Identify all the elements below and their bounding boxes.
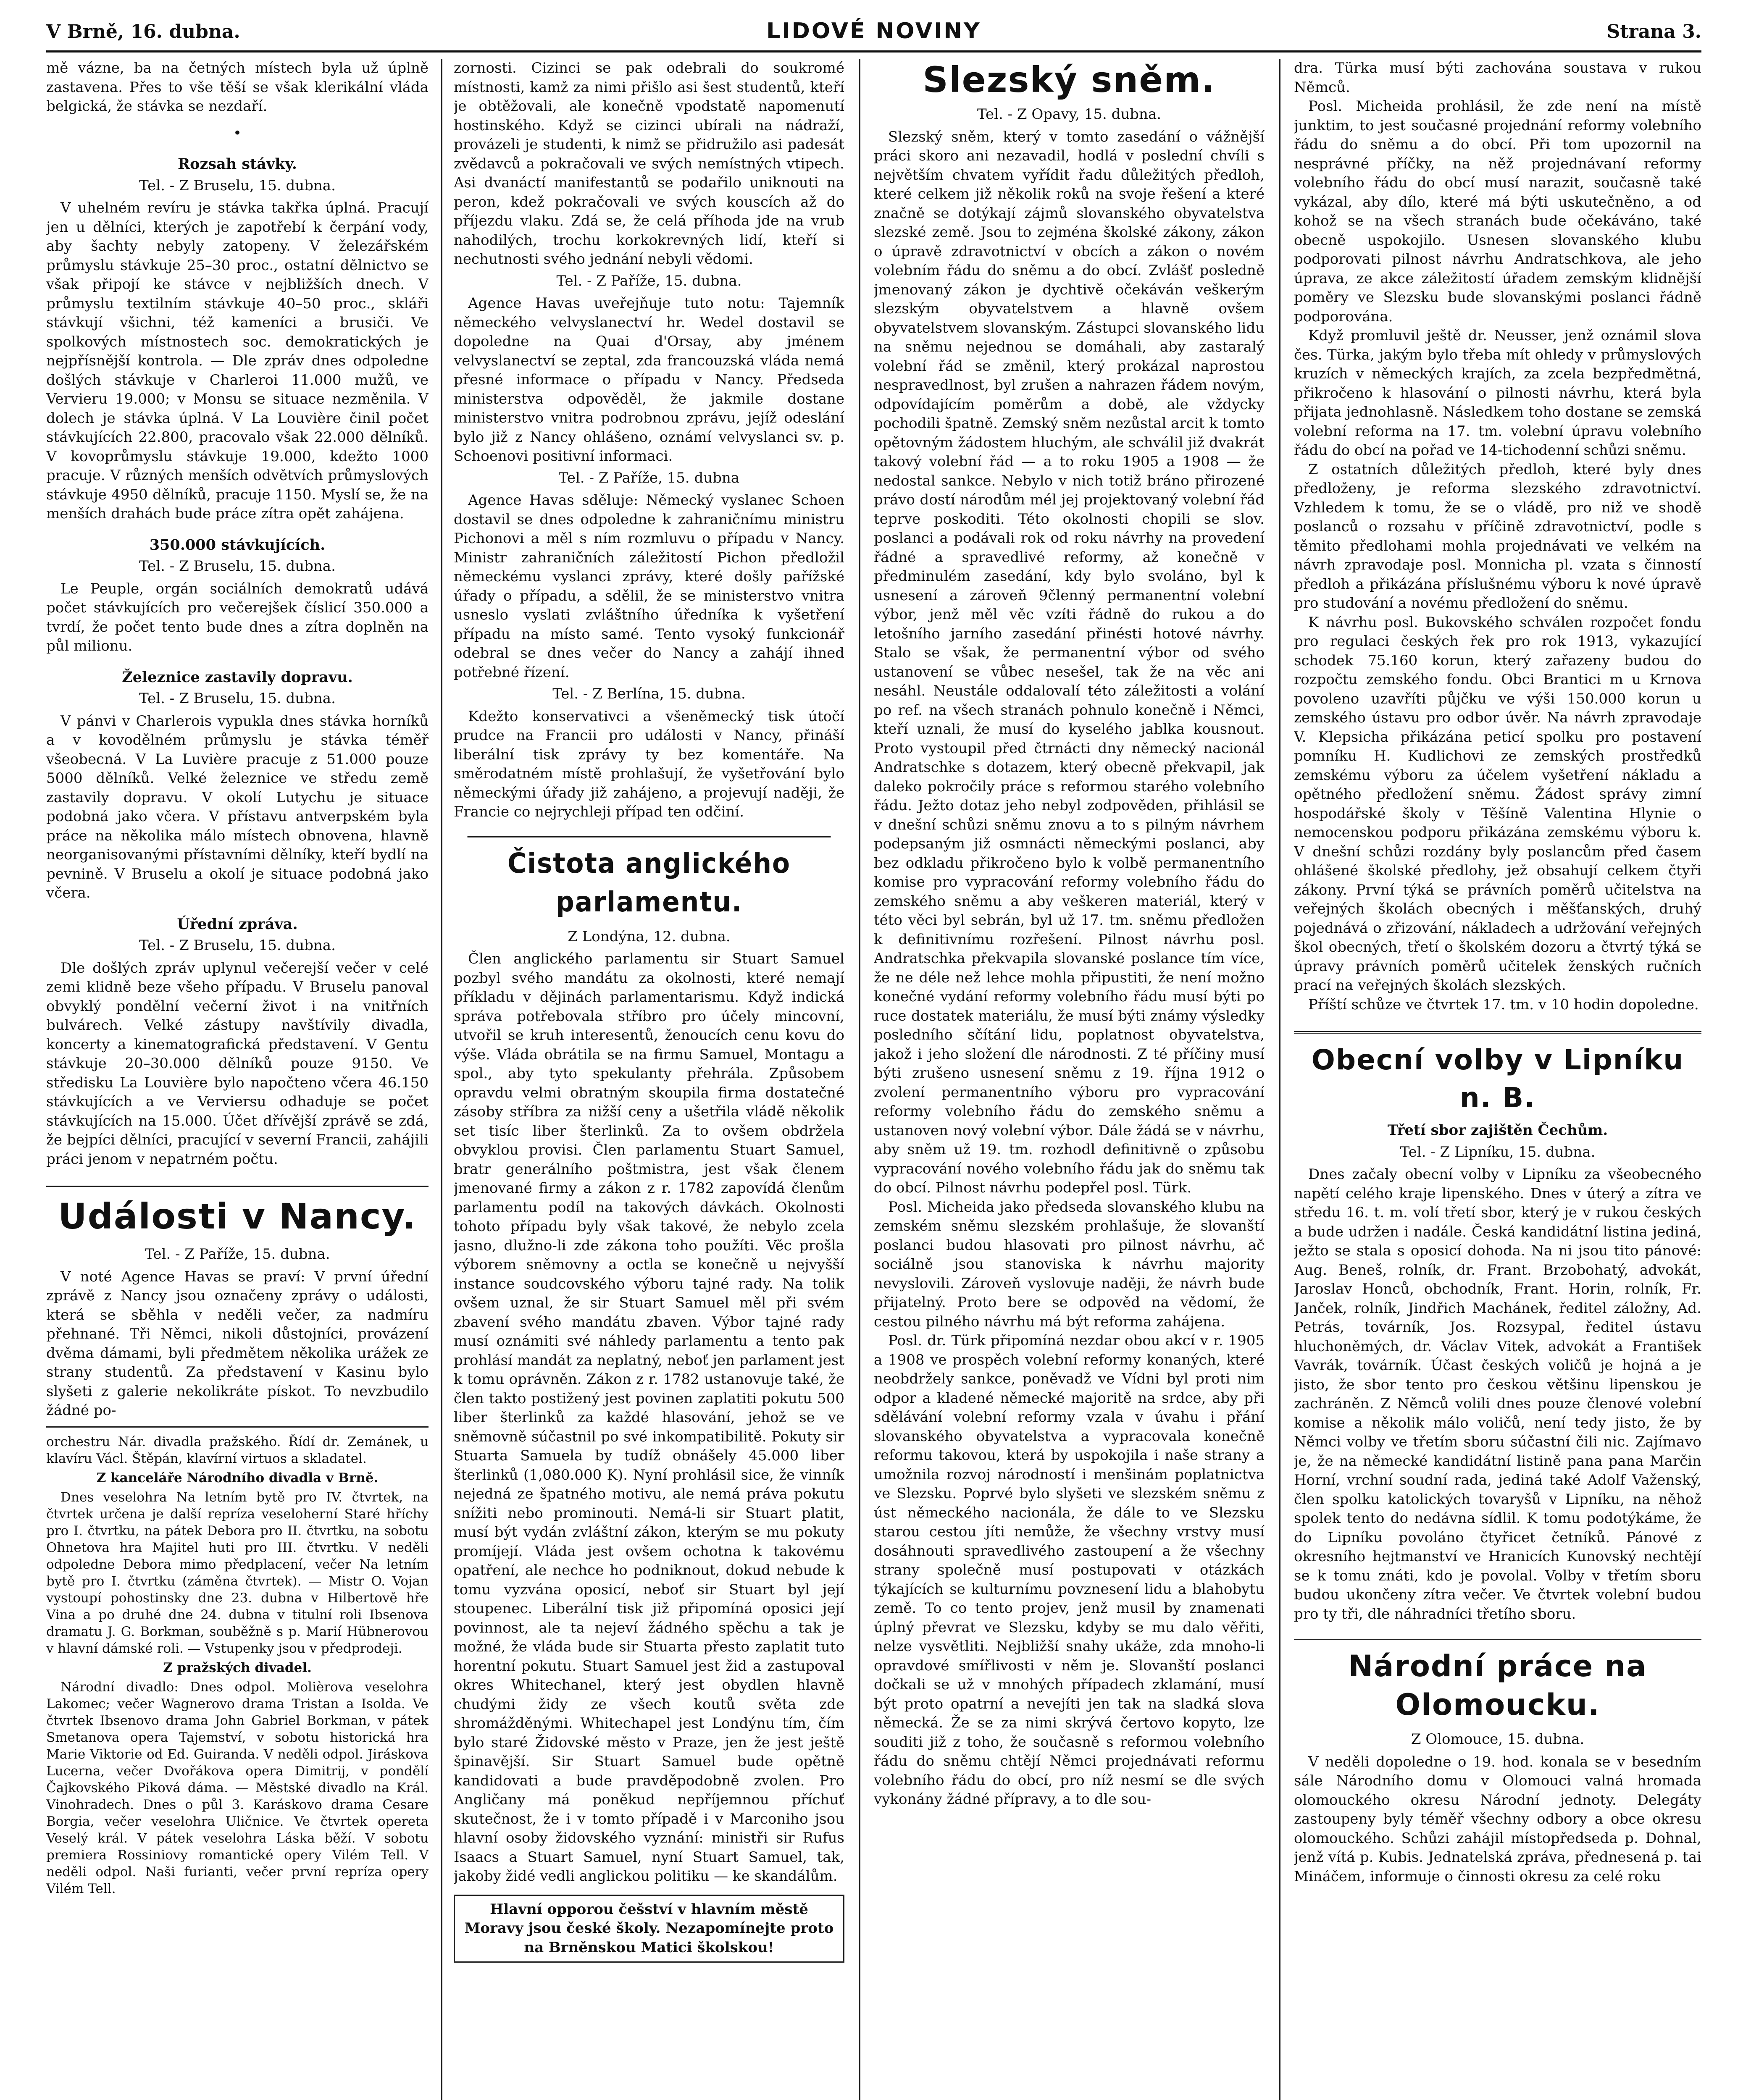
column-rule [441, 59, 442, 2100]
article-body: Člen anglického parlamentu sir Stuart Samuel pozbyl svého mandátu za okolnosti, které nemají příkladu v dějinách parlamentarismu. Když indická správa potřebovala stříbro pro účely mincovní, utvořil se kruh interesentů, ženoucích cenu kovu do výše. Vláda obrátila se na firmu Samuel, Montagu a spol., aby tyto spekulanty přehrála. Způsobem opravdu velmi obratným skoupila firma dostatečné zásoby stříbra za nižší ceny a ušetřila vládě několik set tisíc liber šterlinků. Za to ovšem obdržela obvyklou provisi. Člen parlamentu Stuart Samuel, bratr generálního poštmistra, jest však členem jmenované firmy a zákon z r. 1782 zapovídá členům parlamentu podíl na takových dávkách. Okolnosti tohoto případu byly však takové, že nebylo zcela jasno, dlužno-li zde zákona toho použíti. Věc prošla výborem sněmovny a octla se konečně u nejvyšší instance soudcovského výboru tajné rady. Na tolik ovšem uznal, že sir Stuart Samuel měl při svém zbavení svého mandátu zbaven. Výbor tajné rady musí oznámiti své náhledy parlamentu a tento pak prohlásí mandát za neplatný, neboť jen parlament jest k tomu oprávněn. Zákon z r. 1782 ustanovuje také, že člen takto postižený jest povinen zaplatiti pokutu 500 liber šterlinků za každé hlasování, jehož se ve sněmovně súčastnil po své inkompatibilitě. Pokuty sir Stuarta Samuela by tudíž obnášely 45.000 liber šterlinků (1,080.000 K). Nyní prohlásil sice, že vinník nejedná ze špatného motivu, ale nemá práva pokutu snížiti nebo prominouti. Nemá-li sir Stuart platit, musí být vydán zvláštní zákon, kterým se mu pokuty promíjejí. Vláda jest ovšem ochotna k takovému opatření, ale nechce ho podniknout, dokud nebude k tomu vyzvána oposicí, neboť sir Stuart byl její stoupenec. Liberální tisk již připomíná oposici její povinnost, ale ta nejeví žádného spěchu a tak je možné, že vláda bude sir Stuarta přesto zaplatit tuto horentní pokutu. Stuart Samuel jest žid a zastupoval okres Whitechanel, který jest obydlen hlavně chudými židy ze všech koutů světa zde shromážděnými. Whitechapel jest Londýnu tím, čím bylo staré Židovské město v Praze, jen že jest ještě špinavější. Sir Stuart Samuel bude opětně kandidovati a bude pravděpodobně zvolen. Pro Angličany má poněkud nepříjemnou příchuť skutečnost, že i v tomto případě i v Marconiho jsou hlavní osoby židovského vyznání: ministři sir Rufus Isaacs a Stuart Samuel, nyní Stuart Samuel, tak, jakoby židé vedli anglickou politiku — ke skandálům. [454, 950, 844, 1885]
article-body: Slezský sněm, který v tomto zasedání o vážnější práci skoro ani nezavadil, hodlá v poslední chvíli s největším chvatem vyřídit řadu důležitých předloh, které celkem již několik roků na svoje řešení a které značně se dotýkají zájmů slovanského obyvatelstva slezské země. Jsou to zejména školské zákony, zákon o úpravě zdravotnictví v obcích a zákon o novém volebním řádu do sněmu a do obcí. Zvlášť posledně jmenovaný zákon je dychtivě očekáván veškerým slezským obyvatelstvem a hlavně ovšem obyvatelstvem slovanským. Zástupci slovanského lidu na sněmu nejednou se domáhali, aby zastaralý volební řád se změnil, který prokázal naprostou nespravedlnost, byl zrušen a nahrazen řádem novým, odpovídajícím poměrům a době, ale vždycky pochodili špatně. Zemský sněm nezůstal arcit k tomto opětovným žádostem hluchým, ale schválil již dvakrát takový volební řád — a to roku 1905 a 1908 — že nedostal sankce. Nebylo v nich totiž bráno přirozené právo dostí národům mél jej projektovaný volební řád teprve poskoditi. Této okolnosti chopili se slov. poslanci a podávali rok od roku návrhy na provedení řádné a spravedlivé reformy, až konečně v předminulém zasedání, kdy bylo svoláno, byl k usnesení a zároveň 9členný permanentní volební výbor, jenž měl věc vzíti řádně do rukou a do letošního jarního zasedání přinésti hotové návrhy. Stalo se však, že permanentní výbor od svého ustanovení se vůbec nesešel, tak že na věc ani nesáhl. Neustále oddalovalí této záležitosti a volání po ref. na všech stranách pohnulo konečně i Němci, kteří uznali, že musí do kyselého jablka kousnout. Proto vystoupil před čtrnácti dny německý nacionál Andratschke s dotazem, který obecně překvapil, jak daleko pokročily práce s reformou starého volebního řádu. Ježto dotaz jeho nebyl zodpověden, přihlásil se v dnešní schůzi sněmu znovu a to s pilným návrhem podepsaným již osmnácti německými poslanci, aby bez odkladu přikročeno bylo k volbě permanentního komise pro vypracování reformy volebního řádu do zemského sněmu a aby veškeren materiál, který v této věci byl sebrán, byl už 17. tm. sněmu předložen k definitivnímu rozřešení. Pilnost návrhu posl. Andratschka překvapila slovanské poslance tím více, že ne déle než lehce mohla připustiti, že není možno konečné vydání reformy volebního řádu musí býti po ruce dostatek materiálu, že musí býti známy výsledky posledního sčítání lidu, poplatnost obyvatelstva, jakož i jeho složení dle národnosti. Z té příčiny musí býti zrušeno usnesení sněmu z 19. října 1912 o zvolení permanentního výboru pro vypracování reformy volebního řádu do zemského sněmu a ustanoven nový volební výbor. Dále žádá se v návrhu, aby sněm už 19. tm. rozhodl definitivně o způsobu vypracování nového volebního řádu jak do sněmu tak do obcí. Pilnost návrhu podepřel posl. Türk. [874, 128, 1265, 1196]
matice-appeal-box: Hlavní opporou češství v hlavním městě Moravy jsou české školy. Nezapomínejte proto na Brněnskou Matici školskou! [454, 1895, 844, 1963]
dateline: Z Olomouce, 15. dubna. [1411, 1731, 1585, 1748]
article-body: Dnes začaly obecní volby v Lipníku za všeobecného napětí celého kraje lipenského. Dnes v úterý a zítra ve středu 16. t. m. volí třetí sbor, který je v rukou českých a bude udržen i nadále. Česká kandidátní listina jediná, ježto se stala s oposicí dohoda. Na ni jsou tito pánové: Aug. Beneš, rolník, dr. Frant. Brzobohatý, advokát, Jaroslav Honců, obchodník, Frant. Horin, rolník, Fr. Janček, rolník, Jindřich Machánek, ředitel záložny, Ad. Petrás, továrník, Jos. Rozsypal, ředitel ústavu hluchoněmých, dr. Václav Vitek, advokát a František Vavrák, továrník. Účast českých voličů je hojná a je jisto, že sbor tento pro českou většinu lipenskou je zachráněn. Z Němců volili dnes pouze členové volební komise a několik málo voličů, není tedy jisto, že by Němci volby ve třetím sboru súčastní čili nic. Zajímavo je, že na německé kandidátní listině pana pana Marčin Horní, vrchní soudní rada, jediná také Adolf Važenský, člen spolku katolických tovaryšů v Lipníku, na něhož spolek tento do nedávna sídlil. K tomu podotýkáme, že do Lipníku povoláno čtyřicet četníků. Pánové z okresního hejtmanství ve Hranicích Kunovský nechtějí se k tomu znáti, kdo je povolal. Volby v třetím sboru budou ukončeny zítra večer. Ve čtvrtek volební budou pro ty tři, dle náhradníci třetího sboru. [1294, 1166, 1701, 1622]
article-body: V neděli dopoledne o 19. hod. konala se v besedním sále Národního domu v Olomouci valná hromada olomouckého okresu Národní jednoty. Delegáty zastoupeny byly téměř všechny odbory a obce okresu olomouckého. Schůzi zahájil místopředseda p. Dohnal, jenž vítá p. Kubis. Jednatelská zpráva, přednesená p. tai Mináčem, informuje o činnosti okresu za celé roku [1294, 1753, 1701, 1885]
article-body: Když promluvil ještě dr. Neusser, jenž oznámil slova čes. Türka, jakým bylo třeba mít ohledy v průmyslových kruzích v německých krajích, za zcela bezpředmětná, přikročeno k hlasování o pilnosti návrhu, která byla přijata jednohlasně. Následkem toho dostane se zemská volební reforma na 17. tm. volební úpravu volebního řádu do obcí na pořad ve 14-tichodenní schůzi sněmu. [1294, 327, 1701, 459]
newspaper-page [46, 17, 1701, 2100]
dateline: Tel. - Z Paříže, 15. dubna. [145, 1246, 330, 1263]
article-body: Kdežto konservativci a všeněmecký tisk útočí prudce na Francii pro události v Nancy, přináší liberální tisk zprávy ty bez komentáře. Na směrodatném místě prohlašují, že vyšetřování bylo německými úřady již zahájeno, a projevují naději, že Francie co nejrychleji případ ten odčiní. [454, 708, 844, 820]
article-body: Příští schůze ve čtvrtek 17. tm. v 10 hodin dopoledne. [1308, 996, 1699, 1013]
article-subheading: Třetí sbor zajištěn Čechům. [1387, 1122, 1608, 1139]
column-2 [454, 59, 844, 2100]
dateline: Tel. - Z Bruselu, 15. dubna. [139, 177, 336, 194]
section-rule [46, 1426, 429, 1428]
article-body: Z ostatních důležitých předloh, které byly dnes předloženy, je reforma slezského zdravotnictví. Vzhledem k tomu, že se o vládě, pro niž ve shodě poslanců o rozsahu v příčině zdravotnictví, podle s těmito předlohami mohla projednávati ve velkém na návrh zpravodaje posl. Monnicha pl. vzata s činností předloh a přikázána příslušnému výboru k nové úpravě pro studování a novému předložení do sněmu. [1294, 461, 1701, 612]
theatre-notice: Dnes veselohra Na letním bytě pro IV. čtvrtek, na čtvrtek určena je další repríza veseloherní Staré hříchy pro I. čtvrtku, na pátek Debora pro II. čtvrtku, na sobotu Ohnetova hra Majitel huti pro III. čtvrtku. V neděli odpoledne Debora mimo předplacení, večer Na letním bytě pro I. čtvrtku (záměna čtvrtek). — Mistr O. Vojan vystoupí pohostinsky dne 23. dubna v Hilbertově hře Vina a po druhé dne 24. dubna v titulní roli Ibsenova dramatu J. G. Borkman, souběžně s p. Marií Hübnerovou v hlavní dámské roli. — Vstupenky jsou v předprodeji. [46, 1489, 429, 1656]
article-heading: Rozsah stávky. [178, 155, 297, 173]
issue-date: V Brně, 16. dubna. [46, 21, 240, 42]
article-heading: 350.000 stávkujících. [149, 536, 326, 554]
article-heading: Železnice zastavily dopravu. [122, 668, 353, 686]
section-heading: Z kanceláře Národního divadla v Brně. [96, 1470, 379, 1486]
masthead [46, 17, 1701, 52]
dateline: Tel. - Z Bruselu, 15. dubna. [139, 558, 336, 575]
separator-dot: • [233, 124, 242, 142]
article-body: K návrhu posl. Bukovského schválen rozpočet fondu pro regulaci českých řek pro rok 1913, vykazující schodek 75.160 korun, který zařazeny budou do rozpočtu zemského fondu. Obci Brantici m u Krnova povoleno uzavříti půjčku ve výši 150.000 korun u zemského ústavu pro odbor úvěr. Na návrh zpravodaje V. Klepsicha přikázána peticí spolku pro postavení pomníku H. Kudlichovi ze zemských prostředků zemskému výboru za účelem vyšetření nákladu a opětného předložení sněmu. Žádost správy zimní hospodářské školy v Těšíně Valentina Hlynie o nemocenskou podporu přikázána zemskému výboru k. V dnešní schůzi rozdány byly poslancům před časem ohlášené školské předlohy, jež obsahují celkem čtyři zákony. První týká se právních poměrů učitelstva na veřejných školách obecných i měšťanských, druhý pojednává o zřizování, nákladech a udržování veřejných škol obecných, třetí o školském dozoru a čtvrtý týká se úpravy právních poměrů učitelek ženských ručních prací na veřejných školách slezských. [1294, 614, 1701, 994]
headline-olomouc: Národní práce na Olomoucku. [1294, 1639, 1701, 1724]
column-3 [874, 59, 1265, 2100]
article-body: V noté Agence Havas se praví: V první úřední zprávě z Nancy jsou označeny zprávy o události, která se sběhla v neděli večer, za nadmíru přehnané. Tři Němci, nikoli důstojníci, provázení dvěma dámami, byli předmětem několika urážek ze strany studentů. Za představení v Kasinu bylo slyšeti z galerie nekolikráte pískot. To nevzbudilo žádné po- [46, 1268, 429, 1419]
headline-silesian-diet: Slezský sněm. [923, 59, 1216, 100]
dateline: Tel. - Z Paříže, 15. dubna [558, 469, 740, 486]
dateline: Tel. - Z Lipníku, 15. dubna. [1400, 1143, 1596, 1160]
article-continuation: zornosti. Cizinci se pak odebrali do soukromé místnosti, kamž za nimi přišlo asi šest studentů, kteří je obtěžovali, ale konečně vpodstatě napomenutí hostinského. Když se cizinci ubírali na nádraží, provázeli je studenti, k nimž se přidružilo asi padesát zvědavců a pokračovali ve svých nemístných vtipech. Asi dvanáctí manifestantů se podařilo uniknouti na peron, kdež pokračovali ve svých kouscích až do příjezdu vlaku. Zdá se, že celá příhoda jde na vrub nahodilých, trochu korkokrevných lidí, kteří si nechutnosti svého jednání nebyli vědomi. [454, 60, 844, 268]
headline-lipnik-elections: Obecní volby v Lipníku n. B. [1294, 1031, 1701, 1117]
dateline: Tel. - Z Opavy, 15. dubna. [977, 106, 1162, 123]
theatre-notice: Národní divadlo: Dnes odpol. Molièrova veselohra Lakomec; večer Wagnerovo drama Tristan a Isolda. Ve čtvrtek Ibsenovo drama John Gabriel Borkman, v pátek Smetanova opera Tajemství, v sobotu historická hra Marie Viktorie od Ed. Guiranda. V neděli odpol. Jiráskova Lucerna, večer Dvořákova opera Dimitrij, v pondělí Čajkovského Piková dáma. — Městské divadlo na Král. Vinohradech. Dnes o půl 3. Karáskovo drama Cesare Borgia, večer veselohra Uličnice. Ve čtvrtek opereta Veselý král. V pátek veselohra Láska běží. V sobotu premiera Rossiniovy romantické opery Vilém Tell. V neděli odpol. Naši furianti, večer první repríza opery Vilém Tell. [46, 1679, 429, 1896]
dateline: Tel. - Z Bruselu, 15. dubna. [139, 937, 336, 954]
article-body: Agence Havas sděluje: Německý vyslanec Schoen dostavil se dnes odpoledne k zahraničnímu ministru Pichonovi a měl s ním rozmluvu o případu v Nancy. Ministr zahraničních záležitostí Pichon předložil německému vyslanci zprávy, které došly pařížské úřady o případu, a sdělil, že se ministerstvo vnitra usneslo vyslati zvláštního úředníka k vyšetření případu na místo samé. Tento vysoký funkcionář odebral se dnes večer do Nancy a zahájí ihned potřebné řízení. [454, 492, 844, 681]
section-heading: Z pražských divadel. [163, 1660, 312, 1675]
article-body: Le Peuple, orgán sociálních demokratů udává počet stávkujících pro večerejšek číslicí 350.000 a tvrdí, že počet tento bude dnes a zítra doplněn na půl milionu. [46, 580, 429, 654]
column-rule [859, 59, 860, 2100]
article-body: V uhelném revíru je stávka takřka úplná. Pracují jen u dělníci, kterých je zapotřebí k čerpání vody, aby šachty nebyly zatopeny. V železářském průmyslu stávkuje 25–30 proc., ostatní dělnictvo se však připojí ke stávce v nejbližších dnech. V průmyslu textilním stávkuje 40–50 proc., skláři stávkují všichni, též kameníci a brusiči. Ve spolkových místnostech soc. demokratických je nejpřísnější kontrola. — Dle zpráv dnes odpoledne došlých stávkuje v Charleroi 11.000 mužů, ve Vervieru 19.000; v Monsu se situace nezměnila. V dolech je stávka úplná. V La Louvière činil počet stávkujících 22.800, pracovalo však 22.000 dělníků. V kovoprůmyslu stávkuje 19.000, kdežto 1000 pracuje. V různých menších odvětvích průmyslových stávkuje 4950 dělníků, pracuje 1150. Myslí se, že na menších drahách bude práce zítra opět zahájena. [46, 200, 429, 522]
article-body: Posl. Micheida jako předseda slovanského klubu na zemském sněmu slezském prohlašuje, že slovanští poslanci budou hlasovati pro pilnost návrhu, ač sociálně jsou stanoviska k návrhu majority nevyslovili. Zároveň vyslovuje naději, že návrh bude přijatelný. Proto bere se odpověd na vědomí, že cestou pilného návrhu má být reforma zahájena. [874, 1198, 1265, 1330]
article-continuation: dra. Türka musí býti zachována soustava v rukou Němců. [1294, 60, 1701, 96]
dateline: Tel. - Z Bruselu, 15. dubna. [139, 690, 336, 707]
column-1 [46, 59, 429, 2100]
dateline: Tel. - Z Berlína, 15. dubna. [552, 685, 746, 702]
article-continuation: mě vázne, ba na četných místech byla už úplně zastavena. Přes to vše těší se však klerikální vláda belgická, že stávka se nezdaří. [46, 60, 429, 115]
article-body: Posl. dr. Türk připomíná nezdar obou akcí v r. 1905 a 1908 ve prospěch volební reformy konaných, které neobdržely sankce, poněvadž ve Vídni byl proti nim odpor a kladené německé majoritě na srdce, aby při sdělávání volební reformy vzala v úvahu i přání slovanského obyvatelstva a vypracovala konečně reformu takovou, která by uspokojila i naše strany a umožnila rozvoj národností i menšinám poplatnictva ve Slezsku. Poprvé bylo slyšeti ve slezském sněmu z úst německého nacionála, že dále to ve Slezsku starou cestou jíti nemůže, že všechny vrstvy musí dosáhnouti spravedlivého zastoupení a že všechny strany společně musí postupovati v otázkách týkajících se kulturnímu povznesení lidu a blahobytu země. To co tento projev, jenž musil by znamenati úplný převrat ve Slezsku, kdyby se mu dalo věřiti, nelze vysvětliti. Nejbližší snahy ukáže, zda mnoho-li opravdové smířlivosti v něm je. Slovanští poslanci dočkali se už v mnohých případech zklamání, musí být proto opatrní a nevejíti jen tak na sladká slova německá. Že se za nimi skrývá čertovo kopyto, lze souditi již z toho, že současně s reformou volebního řádu do sněmu chtějí Němci projednávati reformu volebního řádu do obcí, pro níž nesmí se dle svých vykonány žádné přípravy, a to dle sou- [874, 1332, 1265, 1808]
headline-nancy: Události v Nancy. [46, 1186, 429, 1237]
article-body: V pánvi v Charlerois vypukla dnes stávka horníků a v kovodělném průmyslu je stávka téměř všeobecná. V La Luvière pracuje z 51.000 pouze 5000 dělníků. Velké železnice ve středu země zastavily dopravu. V okolí Lutychu je situace podobná jako včera. V přístavu antverpském byla práce na několika málo místech obnovena, hlavně neorganisovanými přístavními dělníky, kteří bydlí na pevnině. V Bruselu a okolí je situace podobná jako včera. [46, 712, 429, 901]
article-body: Agence Havas uveřejňuje tuto notu: Tajemník německého velvyslanectví hr. Wedel dostavil se dopoledne na Quai d'Orsay, aby jménem velvyslanectví se zeptal, zda francouzská vláda nemá přesné informace o případu v Nancy. Předseda ministerstva odpověděl, že jakmile dostane ministerstvo vnitra podrobnou zprávu, jejíž odeslání bylo již z Nancy ohlášeno, oznámí velvyslanci sv. p. Schoenovi positivní informaci. [454, 295, 844, 465]
headline-parliament: Čistota anglického parlamentu. [468, 836, 831, 921]
dateline: Z Londýna, 12. dubna. [568, 928, 731, 945]
column-rule [1279, 59, 1280, 2100]
column-4 [1294, 59, 1701, 2100]
theatre-notice: orchestru Nár. divadla pražského. Řídí dr. Zemánek, u klavíru Václ. Štěpán, klavírní virtuos a skladatel. [46, 1434, 429, 1466]
article-body: Posl. Micheida prohlásil, že zde není na místě junktim, to jest současné projednání reformy volebního řádu do sněmu a do obcí. Při tom upozornil na nesprávné příčky, na něž projednávaní reformy volebního řádu do obcí musí narazit, současně také vykázal, aby dílo, které má býti uskutečněno, a od kohož se na všech stranách bude očekáváno, také obecně uspokojilo. Usnesen slovanského klubu podporovati pilnost návrhu Andratschkova, ale jeho úprava, ze akce záležitostí úřadem zemským klidnější poměry ve Slezsku bude slovanskými poslanci řádně podporována. [1294, 98, 1701, 325]
page-number: Strana 3. [1606, 21, 1701, 42]
article-heading: Úřední zpráva. [177, 915, 298, 933]
dateline: Tel. - Z Paříže, 15. dubna. [556, 272, 742, 289]
article-body: Dle došlých zpráv uplynul večerejší večer v celé zemi klidně beze všeho případu. V Bruselu panoval obvyklý pondělní večerní život i na vnitřních bulvárech. Velké zástupy navštívily divadla, koncerty a kinematografická představení. V Gentu stávkuje 20–30.000 dělníků pouze 9150. Ve středisku La Louvière bylo napočteno včera 46.150 stávkujících a ve Verviersu odhaduje se počet stávkujících na 15.000. Účet dřívější zprávě se zdá, že bejpíci dělníci, pracující v severní Francii, zahájili práci jenom v nepatrném počtu. [46, 959, 429, 1168]
newspaper-title: LIDOVÉ NOVINY [766, 18, 981, 44]
